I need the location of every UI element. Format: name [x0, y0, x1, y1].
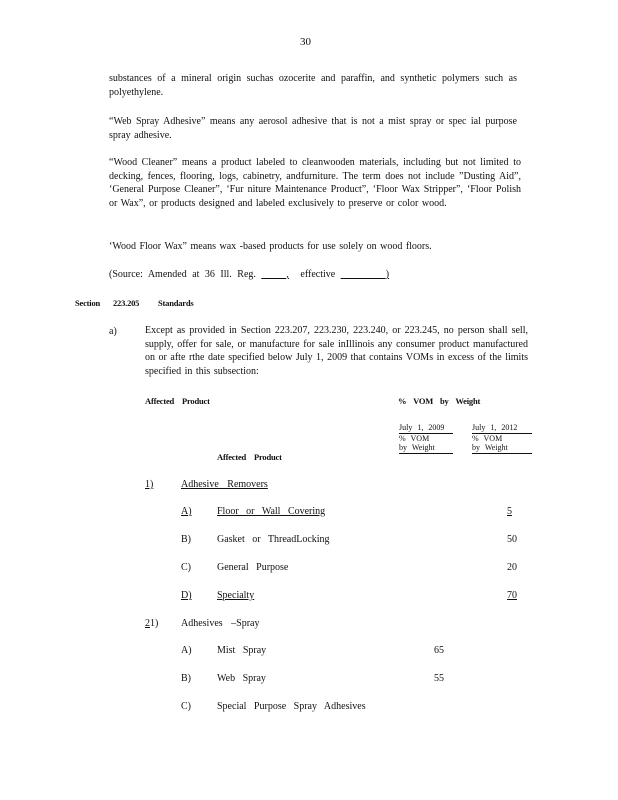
item-name: Web Spray	[217, 673, 266, 684]
item-value-2012: 20	[507, 562, 517, 573]
source-effective-blank: _________)	[340, 269, 390, 280]
source-reg-blank: _____,	[261, 269, 289, 280]
item-letter: C)	[181, 701, 191, 712]
category-2-name: Adhesives –Spray	[181, 618, 260, 629]
paragraph-wood-floor-wax: ‘Wood Floor Wax” means wax -based products for use solely on wood floors.	[109, 241, 432, 252]
section-number: 223.205	[113, 298, 140, 308]
item-letter: A)	[181, 645, 192, 656]
category-1-name: Adhesive Removers	[181, 479, 268, 490]
item-value-2009: 65	[434, 645, 444, 656]
item-name: Specialty	[217, 590, 255, 601]
item-value-2012: 70	[507, 590, 517, 601]
header-2009-weight: by Weight	[399, 443, 453, 454]
subsection-a-marker: a)	[109, 326, 117, 337]
header-2012-weight: by Weight	[472, 443, 532, 454]
item-name: Special Purpose Spray Adhesives	[217, 701, 366, 712]
paragraph-wood-cleaner: “Wood Cleaner” means a product labeled to cleanwooden materials, including but not limited to decking, fences, flooring, logs, cabinetry, andfurniture. The term does not include ”Dusting Aid”, ‘General Purpose Cleaner”, ‘Fur niture Maintenance Product”, ‘Floor Wax Stripper”, ‘Floor Polish or Wax”, or products designed and labeled exclusively to preserve or color wood.	[109, 157, 521, 209]
header-2009-vom: % VOM	[399, 433, 430, 443]
item-letter: B)	[181, 673, 191, 684]
category-1-number: 1)	[145, 479, 154, 490]
header-col-2009	[399, 423, 453, 454]
item-letter: D)	[181, 590, 192, 601]
page-number: 30	[300, 36, 311, 48]
paragraph-substances: substances of a mineral origin suchas ozocerite and paraffin, and synthetic polymers such as polyethylene.	[109, 73, 517, 98]
header-col-2012	[472, 423, 532, 454]
item-name: Floor or Wall Covering	[217, 506, 326, 517]
category-2-number-rest: 1)	[150, 618, 159, 629]
header-vom-by-weight-top: % VOM by Weight	[398, 396, 481, 406]
source-note	[109, 268, 389, 281]
item-name: Mist Spray	[217, 645, 267, 656]
item-value-2012: 50	[507, 534, 517, 545]
category-2-number-inserted: 2	[145, 618, 150, 629]
source-effective-label: effective	[300, 269, 336, 280]
item-name: Gasket or ThreadLocking	[217, 534, 330, 545]
item-value-2009: 55	[434, 673, 444, 684]
section-label: Section	[75, 298, 101, 308]
item-letter: A)	[181, 506, 192, 517]
paragraph-web-spray-adhesive: “Web Spray Adhesive” means any aerosol adhesive that is not a mist spray or spec ial purpose spray adhesive.	[109, 116, 517, 141]
header-affected-product-top: Affected Product	[145, 396, 210, 406]
category-2-number	[145, 617, 158, 630]
item-name: General Purpose	[217, 562, 289, 573]
item-value-2012: 5	[507, 506, 512, 517]
header-2012-date: July 1, 2012	[472, 423, 532, 434]
item-letter: B)	[181, 534, 191, 545]
header-affected-product: Affected Product	[217, 452, 282, 462]
item-letter: C)	[181, 562, 191, 573]
section-title: Standards	[158, 298, 194, 308]
header-2012-vom: % VOM	[472, 433, 503, 443]
header-2009-date: July 1, 2009	[399, 423, 453, 434]
source-note-text: (Source: Amended at 36 Ill. Reg.	[109, 269, 256, 280]
subsection-a-text: Except as provided in Section 223.207, 223.230, 223.240, or 223.245, no person shall sell, supply, offer for sale, or manufacture for sale inIllinois any consumer product manufactured on or afte rthe date specified below July 1, 2009 that contains VOMs in excess of the limits specified in this subsection:	[145, 325, 528, 377]
